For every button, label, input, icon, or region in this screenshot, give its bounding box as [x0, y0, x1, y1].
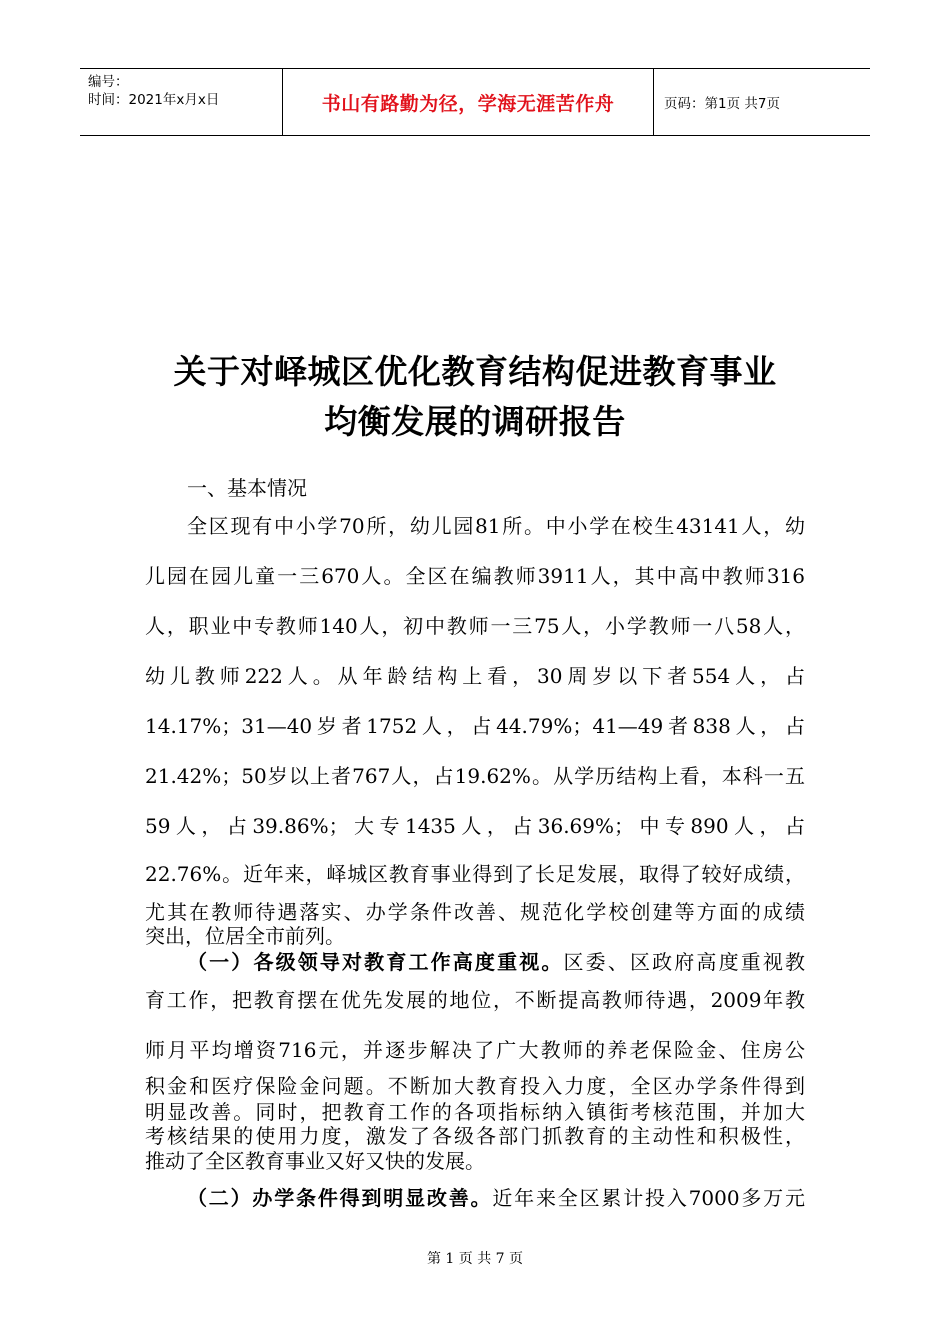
paragraph-line: 积金和医疗保险金问题。不断加大教育投入力度，全区办学条件得到 — [145, 1074, 805, 1098]
title-line-2: 均衡发展的调研报告 — [324, 402, 626, 441]
page-footer: 第 1 页 共 7 页 — [426, 1251, 524, 1267]
paragraph-line: 儿园在园儿童一三670人。全区在编教师3911人，其中高中教师316 — [145, 564, 805, 588]
paragraph-line: 考核结果的使用力度，激发了各级各部门抓教育的主动性和积极性， — [145, 1124, 805, 1148]
paragraph-line: 推动了全区教育事业又好又快的发展。 — [145, 1149, 485, 1173]
paragraph-text: 近年来全区累计投入7000多万元 — [492, 1186, 805, 1210]
section-subheading: （二）办学条件得到明显改善。 — [187, 1186, 493, 1210]
paragraph-line: 21.42%；50岁以上者767人，占19.62%。从学历结构上看，本科一五 — [145, 764, 805, 788]
paragraph-line: 尤其在教师待遇落实、办学条件改善、规范化学校创建等方面的成绩 — [145, 900, 805, 924]
time-label: 时间：2021年x月x日 — [88, 92, 220, 108]
paragraph-line: 突出，位居全市前列。 — [145, 924, 345, 948]
number-label: 编号： — [88, 74, 129, 90]
paragraph-line: 14.17%；31—40岁者1752人，占44.79%；41—49者838人，占 — [145, 714, 805, 738]
paragraph-line: 22.76%。近年来，峄城区教育事业得到了长足发展，取得了较好成绩， — [145, 862, 805, 886]
paragraph-line: 师月平均增资716元，并逐步解决了广大教师的养老保险金、住房公 — [145, 1038, 805, 1062]
paragraph-line: 明显改善。同时，把教育工作的各项指标纳入镇街考核范围，并加大 — [145, 1100, 805, 1124]
paragraph-line — [187, 1182, 805, 1211]
paragraph-line: 59人，占39.86%；大专1435人，占36.69%；中专890人，占 — [145, 814, 805, 838]
document-header — [80, 68, 870, 136]
paragraph-line: 育工作，把教育摆在优先发展的地位，不断提高教师待遇，2009年教 — [145, 988, 805, 1012]
header-page-code: 页码：第1页 共7页 — [664, 96, 780, 112]
header-meta — [80, 69, 282, 135]
paragraph-line: 人，职业中专教师140人，初中教师一三75人，小学教师一八58人， — [145, 614, 805, 638]
section-subheading: （一）各级领导对教育工作高度重视。 — [187, 950, 564, 974]
paragraph-line: 幼儿教师222人。从年龄结构上看，30周岁以下者554人，占 — [145, 664, 805, 688]
title-line-1: 关于对峄城区优化教育结构促进教育事业 — [173, 352, 777, 391]
paragraph-line: 全区现有中小学70所，幼儿园81所。中小学在校生43141人，幼 — [187, 514, 805, 538]
paragraph-line — [187, 946, 805, 975]
paragraph-text: 区委、区政府高度重视教 — [563, 950, 806, 974]
header-motto: 书山有路勤为径，学海无涯苦作舟 — [282, 69, 654, 135]
section-heading: 一、基本情况 — [187, 476, 307, 500]
